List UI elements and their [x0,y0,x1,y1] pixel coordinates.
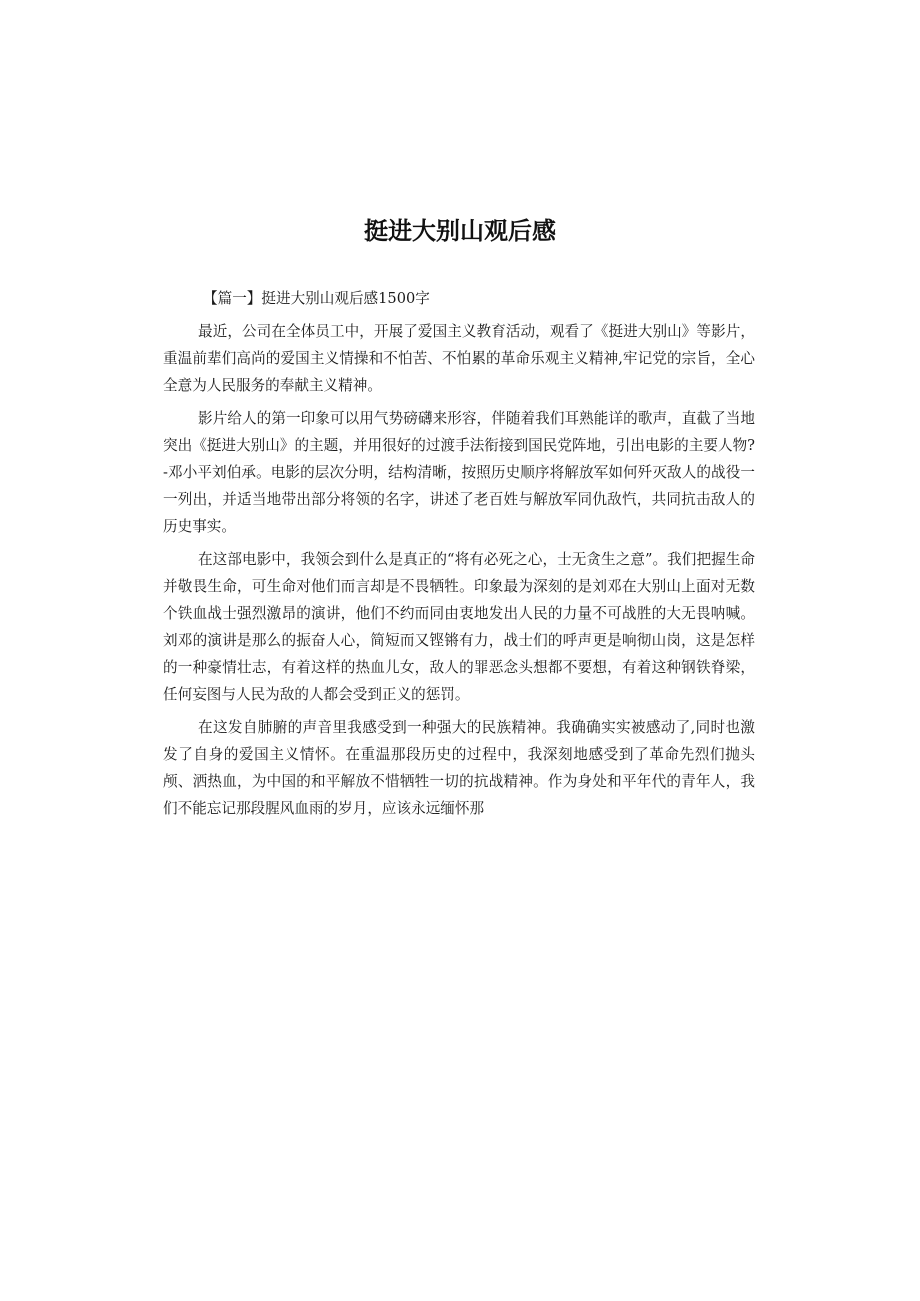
document-body [163,285,755,822]
document-title: 挺进大别山观后感 [364,217,556,245]
paragraph-4: 在这发自肺腑的声音里我感受到一种强大的民族精神。我确确实实被感动了,同时也激发了自身的爱国主义情怀。在重温那段历史的过程中，我深刻地感受到了革命先烈们抛头颅、洒热血，为中国的和平解放不惜牺牲一切的抗战精神。作为身处和平年代的青年人，我们不能忘记那段腥风血雨的岁月，应该永远缅怀那 [163,719,755,817]
paragraph-2: 影片给人的第一印象可以用气势磅礴来形容，伴随着我们耳熟能详的歌声，直截了当地突出《挺进大别山》的主题，并用很好的过渡手法衔接到国民党阵地，引出电影的主要人物?-邓小平刘伯承。电影的层次分明，结构清晰，按照历史顺序将解放军如何歼灭敌人的战役一一列出，并适当地带出部分将领的名字，讲述了老百姓与解放军同仇敌忾，共同抗击敌人的历史事实。 [163,410,755,535]
paragraph-1: 最近，公司在全体员工中，开展了爱国主义教育活动，观看了《挺进大别山》等影片，重温前辈们高尚的爱国主义情操和不怕苦、不怕累的革命乐观主义精神,牢记党的宗旨，全心全意为人民服务的奉献主义精神。 [163,323,755,394]
paragraph-3: 在这部电影中，我领会到什么是真正的“将有必死之心，士无贪生之意”。我们把握生命并敬畏生命，可生命对他们而言却是不畏牺牲。印象最为深刻的是刘邓在大别山上面对无数个铁血战士强烈激昂的演讲，他们不约而同由衷地发出人民的力量不可战胜的大无畏呐喊。刘邓的演讲是那么的振奋人心，简短而又铿锵有力，战士们的呼声更是响彻山岗，这是怎样的一种豪情壮志，有着这样的热血儿女，敌人的罪恶念头想都不要想，有着这种钢铁脊梁，任何妄图与人民为敌的人都会受到正义的惩罚。 [163,551,755,703]
section-heading: 【篇一】挺进大别山观后感1500字 [203,290,430,307]
